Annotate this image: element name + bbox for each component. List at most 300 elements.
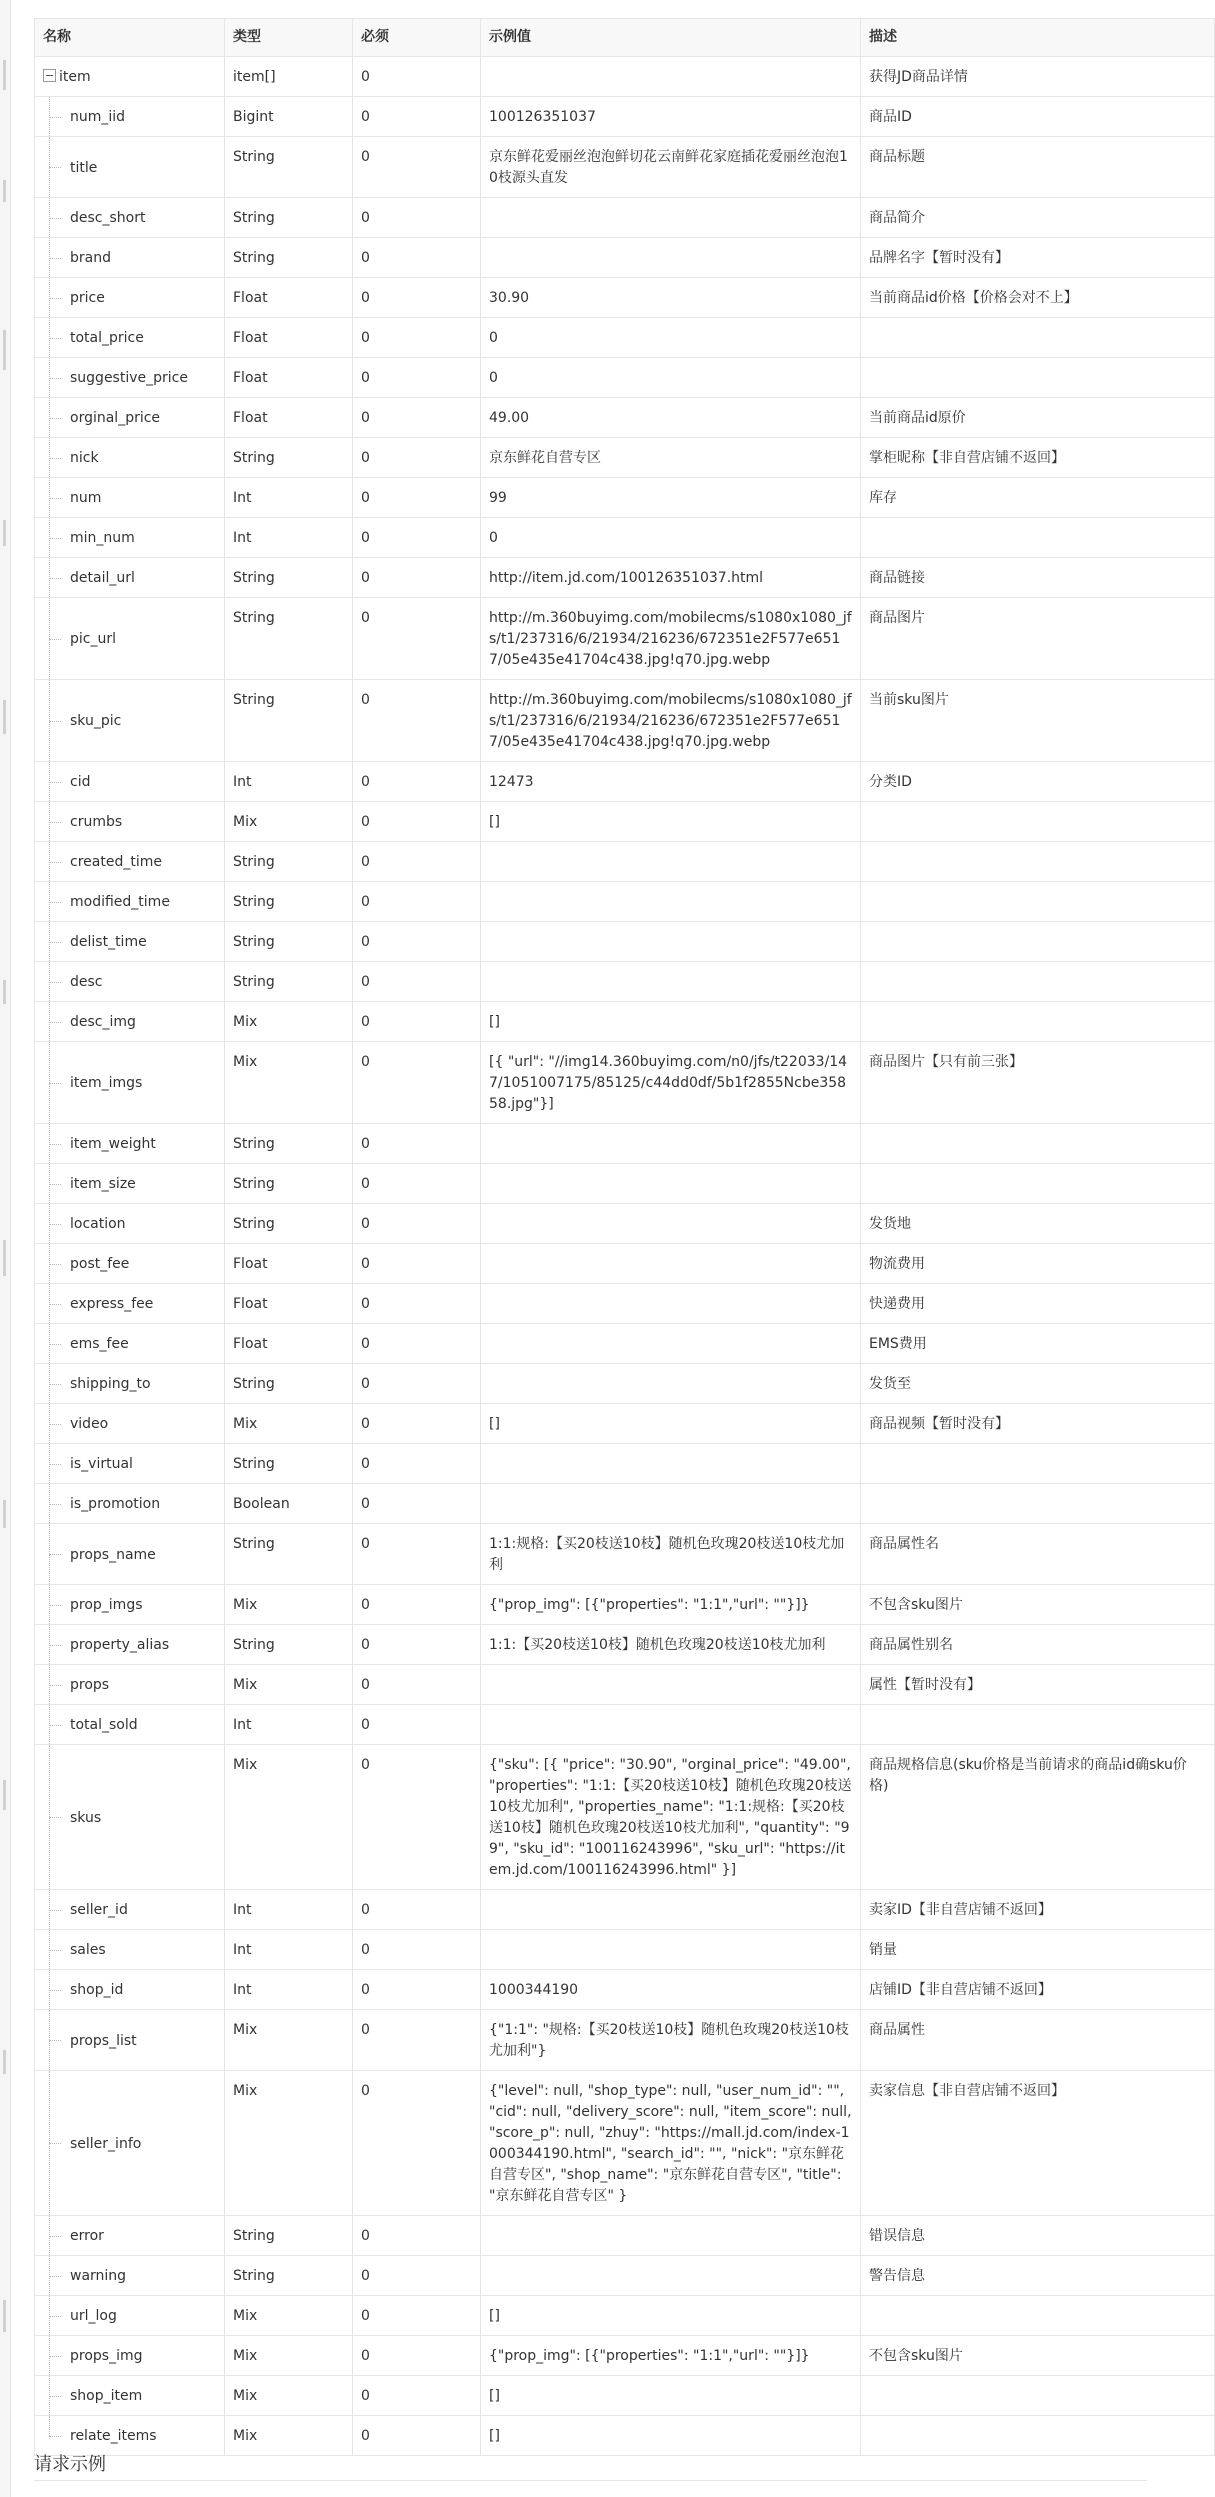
table-row xyxy=(35,1364,1215,1404)
cell-type: String xyxy=(225,1444,353,1484)
cell-required: 0 xyxy=(353,318,481,358)
cell-example: 99 xyxy=(481,478,861,518)
param-name: crumbs xyxy=(70,814,123,830)
table-row xyxy=(35,97,1215,137)
cell-required: 0 xyxy=(353,518,481,558)
param-name: ems_fee xyxy=(70,1336,129,1352)
cell-desc: 物流费用 xyxy=(861,1244,1215,1284)
cell-required: 0 xyxy=(353,558,481,598)
tree-connector-tick xyxy=(49,982,61,983)
cell-desc: 发货至 xyxy=(861,1364,1215,1404)
param-name: created_time xyxy=(70,854,162,870)
cell-required: 0 xyxy=(353,1284,481,1324)
table-row xyxy=(35,518,1215,558)
table-row xyxy=(35,1970,1215,2010)
cell-example: http://item.jd.com/100126351037.html xyxy=(481,558,861,598)
cell-type: Int xyxy=(225,762,353,802)
cell-required: 0 xyxy=(353,278,481,318)
cell-required: 0 xyxy=(353,2416,481,2456)
param-name: warning xyxy=(70,2268,127,2284)
cell-type: String xyxy=(225,882,353,922)
cell-example: 京东鲜花自营专区 xyxy=(481,438,861,478)
cell-example: http://m.360buyimg.com/mobilecms/s1080x1080_jfs/t1/237316/6/21934/216236/672351e2F577e6517/05e435e41704c438.jpg!q70.jpg.webp xyxy=(481,598,861,680)
cell-example: {"prop_img": [{"properties": "1:1","url": ""}]} xyxy=(481,2336,861,2376)
cell-desc xyxy=(861,2416,1215,2456)
cell-name xyxy=(35,1970,225,2010)
tree-connector-tick xyxy=(49,2143,61,2144)
cell-name xyxy=(35,1625,225,1665)
cell-name xyxy=(35,278,225,318)
cell-example xyxy=(481,1930,861,1970)
cell-type: Float xyxy=(225,1324,353,1364)
table-row xyxy=(35,2376,1215,2416)
column-header-example: 示例值 xyxy=(481,19,861,57)
cell-name xyxy=(35,2216,225,2256)
cell-required: 0 xyxy=(353,882,481,922)
cell-name xyxy=(35,358,225,398)
cell-required: 0 xyxy=(353,1665,481,1705)
param-name: nick xyxy=(70,450,99,466)
cell-example xyxy=(481,1364,861,1404)
cell-required: 0 xyxy=(353,762,481,802)
cell-desc: 商品图片【只有前三张】 xyxy=(861,1042,1215,1124)
column-header-required: 必须 xyxy=(353,19,481,57)
table-row xyxy=(35,1042,1215,1124)
table-row xyxy=(35,57,1215,97)
tree-connector-tick xyxy=(49,1144,61,1145)
cell-required: 0 xyxy=(353,1164,481,1204)
table-row xyxy=(35,318,1215,358)
tree-connector-tick xyxy=(49,458,61,459)
cell-required: 0 xyxy=(353,1324,481,1364)
cell-type: String xyxy=(225,2256,353,2296)
cell-example: 49.00 xyxy=(481,398,861,438)
cell-example xyxy=(481,1484,861,1524)
cell-type: Int xyxy=(225,478,353,518)
param-name: relate_items xyxy=(70,2428,157,2444)
cell-name xyxy=(35,1324,225,1364)
param-name: location xyxy=(70,1216,126,1232)
cell-type: String xyxy=(225,842,353,882)
table-row xyxy=(35,1002,1215,1042)
tree-connector-tick xyxy=(49,578,61,579)
cell-type: Mix xyxy=(225,1585,353,1625)
column-header-desc: 描述 xyxy=(861,19,1215,57)
cell-name xyxy=(35,97,225,137)
cell-name xyxy=(35,1444,225,1484)
cell-example xyxy=(481,1444,861,1484)
param-name: desc_img xyxy=(70,1014,136,1030)
table-row xyxy=(35,198,1215,238)
cell-example: [] xyxy=(481,1404,861,1444)
cell-required: 0 xyxy=(353,922,481,962)
cell-type: Mix xyxy=(225,1665,353,1705)
cell-type: Int xyxy=(225,1970,353,2010)
cell-required: 0 xyxy=(353,1244,481,1284)
cell-desc: 警告信息 xyxy=(861,2256,1215,2296)
param-name: shipping_to xyxy=(70,1376,151,1392)
cell-name xyxy=(35,1930,225,1970)
tree-connector-tick xyxy=(49,1910,61,1911)
cell-type: String xyxy=(225,238,353,278)
cell-example: [{ "url": "//img14.360buyimg.com/n0/jfs/t22033/147/1051007175/85125/c44dd0df/5b1f2855Ncbe35858.jpg"}] xyxy=(481,1042,861,1124)
cell-example xyxy=(481,1164,861,1204)
cell-example xyxy=(481,1204,861,1244)
cell-desc: 属性【暂时没有】 xyxy=(861,1665,1215,1705)
collapse-toggle-icon[interactable] xyxy=(43,69,56,82)
table-row xyxy=(35,2256,1215,2296)
cell-required: 0 xyxy=(353,1585,481,1625)
cell-desc xyxy=(861,1164,1215,1204)
tree-connector-tick xyxy=(49,2236,61,2237)
cell-required: 0 xyxy=(353,358,481,398)
cell-example xyxy=(481,1124,861,1164)
cell-name xyxy=(35,2256,225,2296)
cell-name xyxy=(35,438,225,478)
cell-desc: 品牌名字【暂时没有】 xyxy=(861,238,1215,278)
tree-connector-tick xyxy=(49,1645,61,1646)
param-name: video xyxy=(70,1416,109,1432)
response-params-table-container xyxy=(34,18,1187,2456)
cell-required: 0 xyxy=(353,2376,481,2416)
cell-desc: 商品简介 xyxy=(861,198,1215,238)
cell-example: [] xyxy=(481,2376,861,2416)
param-name: modified_time xyxy=(70,894,170,910)
cell-name xyxy=(35,1002,225,1042)
cell-required: 0 xyxy=(353,2216,481,2256)
cell-type: Int xyxy=(225,1930,353,1970)
cell-name xyxy=(35,1404,225,1444)
cell-example xyxy=(481,842,861,882)
param-name: desc xyxy=(70,974,103,990)
cell-required: 0 xyxy=(353,478,481,518)
cell-type: Int xyxy=(225,1890,353,1930)
cell-required: 0 xyxy=(353,1124,481,1164)
tree-connector-tick xyxy=(49,218,61,219)
cell-desc: 商品ID xyxy=(861,97,1215,137)
param-name: url_log xyxy=(70,2308,117,2324)
cell-type: String xyxy=(225,1204,353,1244)
cell-required: 0 xyxy=(353,1364,481,1404)
cell-type: String xyxy=(225,1625,353,1665)
cell-example xyxy=(481,57,861,97)
cell-desc: 商品链接 xyxy=(861,558,1215,598)
tree-connector-tick xyxy=(49,721,61,722)
tree-connector-tick xyxy=(49,902,61,903)
tree-connector-tick xyxy=(49,1990,61,1991)
cell-type: String xyxy=(225,137,353,198)
cell-type: Int xyxy=(225,518,353,558)
table-row xyxy=(35,680,1215,762)
tree-connector-tick xyxy=(49,258,61,259)
cell-desc xyxy=(861,802,1215,842)
cell-desc xyxy=(861,1705,1215,1745)
tree-connector-tick xyxy=(49,942,61,943)
cell-example xyxy=(481,238,861,278)
cell-name xyxy=(35,558,225,598)
cell-example: {"level": null, "shop_type": null, "user_num_id": "", "cid": null, "delivery_score": null, "item_score": null, "score_p": null, "zhuy": "https://mall.jd.com/index-1000344190.html", "search_id": "", "nick": "京东鲜花自营专区", "shop_name": "京东鲜花自营专区", "title": "京东鲜花自营专区" } xyxy=(481,2071,861,2216)
table-row xyxy=(35,1524,1215,1585)
cell-example: [] xyxy=(481,1002,861,1042)
cell-name xyxy=(35,962,225,1002)
param-name: delist_time xyxy=(70,934,147,950)
cell-required: 0 xyxy=(353,1204,481,1244)
cell-type: Mix xyxy=(225,1745,353,1890)
cell-type: Float xyxy=(225,398,353,438)
cell-desc: 商品属性 xyxy=(861,2010,1215,2071)
cell-type: String xyxy=(225,438,353,478)
tree-connector-tick xyxy=(49,1384,61,1385)
cell-type: String xyxy=(225,1364,353,1404)
param-name: cid xyxy=(70,774,91,790)
table-row xyxy=(35,598,1215,680)
param-name: property_alias xyxy=(70,1637,170,1653)
cell-desc xyxy=(861,1484,1215,1524)
cell-desc: 分类ID xyxy=(861,762,1215,802)
cell-desc xyxy=(861,842,1215,882)
cell-desc: 店铺ID【非自营店铺不返回】 xyxy=(861,1970,1215,2010)
param-name: props_list xyxy=(70,2032,137,2049)
cell-name xyxy=(35,198,225,238)
cell-required: 0 xyxy=(353,2010,481,2071)
cell-type: Mix xyxy=(225,2336,353,2376)
param-name: item xyxy=(59,69,91,85)
table-row xyxy=(35,1284,1215,1324)
table-row xyxy=(35,137,1215,198)
cell-type: String xyxy=(225,680,353,762)
cell-name xyxy=(35,1164,225,1204)
cell-required: 0 xyxy=(353,57,481,97)
cell-required: 0 xyxy=(353,1705,481,1745)
cell-desc: 销量 xyxy=(861,1930,1215,1970)
table-body xyxy=(35,57,1215,2456)
tree-connector-tick xyxy=(49,1184,61,1185)
section-divider xyxy=(34,2480,1147,2481)
table-row xyxy=(35,1204,1215,1244)
cell-example: 0 xyxy=(481,358,861,398)
param-name: num_iid xyxy=(70,109,126,125)
cell-type: Mix xyxy=(225,2010,353,2071)
cell-desc: 错误信息 xyxy=(861,2216,1215,2256)
tree-connector-tick xyxy=(49,117,61,118)
cell-name xyxy=(35,1284,225,1324)
cell-required: 0 xyxy=(353,2336,481,2376)
table-row xyxy=(35,2071,1215,2216)
cell-required: 0 xyxy=(353,1970,481,2010)
cell-name xyxy=(35,1364,225,1404)
param-name: error xyxy=(70,2228,104,2244)
param-name: num xyxy=(70,490,102,506)
param-name: sales xyxy=(70,1942,106,1958)
table-row xyxy=(35,882,1215,922)
table-row xyxy=(35,2336,1215,2376)
cell-type: Int xyxy=(225,1705,353,1745)
cell-type: Float xyxy=(225,358,353,398)
param-name: seller_info xyxy=(70,2135,142,2152)
response-params-table xyxy=(34,18,1215,2456)
tree-connector-tick xyxy=(49,639,61,640)
cell-desc xyxy=(861,1444,1215,1484)
table-row xyxy=(35,1164,1215,1204)
cell-example: {"1:1": "规格:【买20枝送10枝】随机色玫瑰20枝送10枝尤加利"} xyxy=(481,2010,861,2071)
cell-example: 30.90 xyxy=(481,278,861,318)
cell-name xyxy=(35,1524,225,1585)
cell-type: String xyxy=(225,198,353,238)
param-name: item_weight xyxy=(70,1136,156,1152)
cell-desc xyxy=(861,518,1215,558)
param-name: desc_short xyxy=(70,210,146,226)
cell-type: Boolean xyxy=(225,1484,353,1524)
tree-connector-tick xyxy=(49,378,61,379)
cell-name xyxy=(35,2071,225,2216)
cell-example xyxy=(481,1890,861,1930)
cell-name xyxy=(35,1124,225,1164)
tree-connector-tick xyxy=(49,1344,61,1345)
param-name: title xyxy=(70,159,98,176)
table-row xyxy=(35,762,1215,802)
cell-required: 0 xyxy=(353,238,481,278)
table-row xyxy=(35,802,1215,842)
cell-required: 0 xyxy=(353,1444,481,1484)
cell-desc xyxy=(861,962,1215,1002)
table-row xyxy=(35,558,1215,598)
cell-type: String xyxy=(225,598,353,680)
cell-desc xyxy=(861,2376,1215,2416)
cell-name[interactable] xyxy=(35,57,225,97)
cell-name xyxy=(35,2296,225,2336)
tree-connector-tick xyxy=(49,822,61,823)
cell-name xyxy=(35,1484,225,1524)
table-row xyxy=(35,1324,1215,1364)
cell-desc: 当前sku图片 xyxy=(861,680,1215,762)
cell-required: 0 xyxy=(353,802,481,842)
param-name: item_size xyxy=(70,1176,136,1192)
tree-connector-tick xyxy=(49,538,61,539)
cell-name xyxy=(35,518,225,558)
cell-type: Mix xyxy=(225,1002,353,1042)
cell-required: 0 xyxy=(353,598,481,680)
cell-example xyxy=(481,1324,861,1364)
param-name: skus xyxy=(70,1809,102,1826)
cell-required: 0 xyxy=(353,398,481,438)
param-name: detail_url xyxy=(70,570,135,586)
cell-example: [] xyxy=(481,2296,861,2336)
tree-connector-tick xyxy=(49,1424,61,1425)
cell-example xyxy=(481,1284,861,1324)
cell-example xyxy=(481,882,861,922)
tree-connector-tick xyxy=(49,338,61,339)
cell-required: 0 xyxy=(353,1745,481,1890)
tree-connector-tick xyxy=(49,1224,61,1225)
tree-connector-tick xyxy=(49,2396,61,2397)
cell-desc: 不包含sku图片 xyxy=(861,2336,1215,2376)
cell-desc: 库存 xyxy=(861,478,1215,518)
cell-desc: 商品视频【暂时没有】 xyxy=(861,1404,1215,1444)
table-row xyxy=(35,2010,1215,2071)
param-name: shop_id xyxy=(70,1982,124,1998)
cell-name xyxy=(35,2010,225,2071)
cell-example: 12473 xyxy=(481,762,861,802)
cell-type: String xyxy=(225,558,353,598)
cell-desc: 发货地 xyxy=(861,1204,1215,1244)
column-header-type: 类型 xyxy=(225,19,353,57)
cell-type: Float xyxy=(225,318,353,358)
table-row xyxy=(35,842,1215,882)
cell-desc xyxy=(861,922,1215,962)
cell-type: Mix xyxy=(225,1404,353,1444)
cell-example: [] xyxy=(481,2416,861,2456)
cell-desc xyxy=(861,318,1215,358)
param-name: sku_pic xyxy=(70,713,122,729)
cell-name xyxy=(35,2336,225,2376)
table-header-row xyxy=(35,19,1215,57)
tree-connector-tick xyxy=(49,2316,61,2317)
cell-name xyxy=(35,842,225,882)
cell-desc xyxy=(861,882,1215,922)
tree-connector-tick xyxy=(49,1504,61,1505)
param-name: post_fee xyxy=(70,1256,130,1272)
cell-name xyxy=(35,1890,225,1930)
table-row xyxy=(35,1890,1215,1930)
cell-required: 0 xyxy=(353,1890,481,1930)
table-row xyxy=(35,1930,1215,1970)
cell-name xyxy=(35,2376,225,2416)
param-name: is_virtual xyxy=(70,1456,133,1472)
tree-connector-tick xyxy=(49,1685,61,1686)
cell-type: String xyxy=(225,2216,353,2256)
param-name: props xyxy=(70,1677,110,1693)
cell-type: Mix xyxy=(225,802,353,842)
param-name: prop_imgs xyxy=(70,1597,143,1613)
cell-name xyxy=(35,1745,225,1890)
cell-required: 0 xyxy=(353,137,481,198)
param-name: suggestive_price xyxy=(70,370,188,386)
table-row xyxy=(35,1124,1215,1164)
cell-required: 0 xyxy=(353,2296,481,2336)
tree-connector-tick xyxy=(49,418,61,419)
cell-name xyxy=(35,680,225,762)
cell-type: Float xyxy=(225,278,353,318)
tree-connector-tick xyxy=(49,1083,61,1084)
cell-desc: 不包含sku图片 xyxy=(861,1585,1215,1625)
cell-required: 0 xyxy=(353,962,481,1002)
tree-connector-tick xyxy=(49,862,61,863)
cell-type: Bigint xyxy=(225,97,353,137)
param-name: total_sold xyxy=(70,1717,138,1733)
table-row xyxy=(35,1585,1215,1625)
cell-desc: 当前商品id价格【价格会对不上】 xyxy=(861,278,1215,318)
cell-example xyxy=(481,2256,861,2296)
cell-name xyxy=(35,1705,225,1745)
table-row xyxy=(35,478,1215,518)
cell-example: [] xyxy=(481,802,861,842)
cell-name xyxy=(35,598,225,680)
cell-required: 0 xyxy=(353,1524,481,1585)
cell-example: 1:1:【买20枝送10枝】随机色玫瑰20枝送10枝尤加利 xyxy=(481,1625,861,1665)
tree-connector-tick xyxy=(49,1554,61,1555)
cell-desc: 当前商品id原价 xyxy=(861,398,1215,438)
tree-connector-tick xyxy=(49,1950,61,1951)
cell-name xyxy=(35,882,225,922)
cell-required: 0 xyxy=(353,198,481,238)
cell-type: String xyxy=(225,1124,353,1164)
cell-type: Mix xyxy=(225,2376,353,2416)
param-name: brand xyxy=(70,250,111,266)
table-row xyxy=(35,1665,1215,1705)
tree-connector-tick xyxy=(49,2040,61,2041)
cell-desc: 商品规格信息(sku价格是当前请求的商品id确sku价格) xyxy=(861,1745,1215,1890)
cell-desc: 商品属性别名 xyxy=(861,1625,1215,1665)
